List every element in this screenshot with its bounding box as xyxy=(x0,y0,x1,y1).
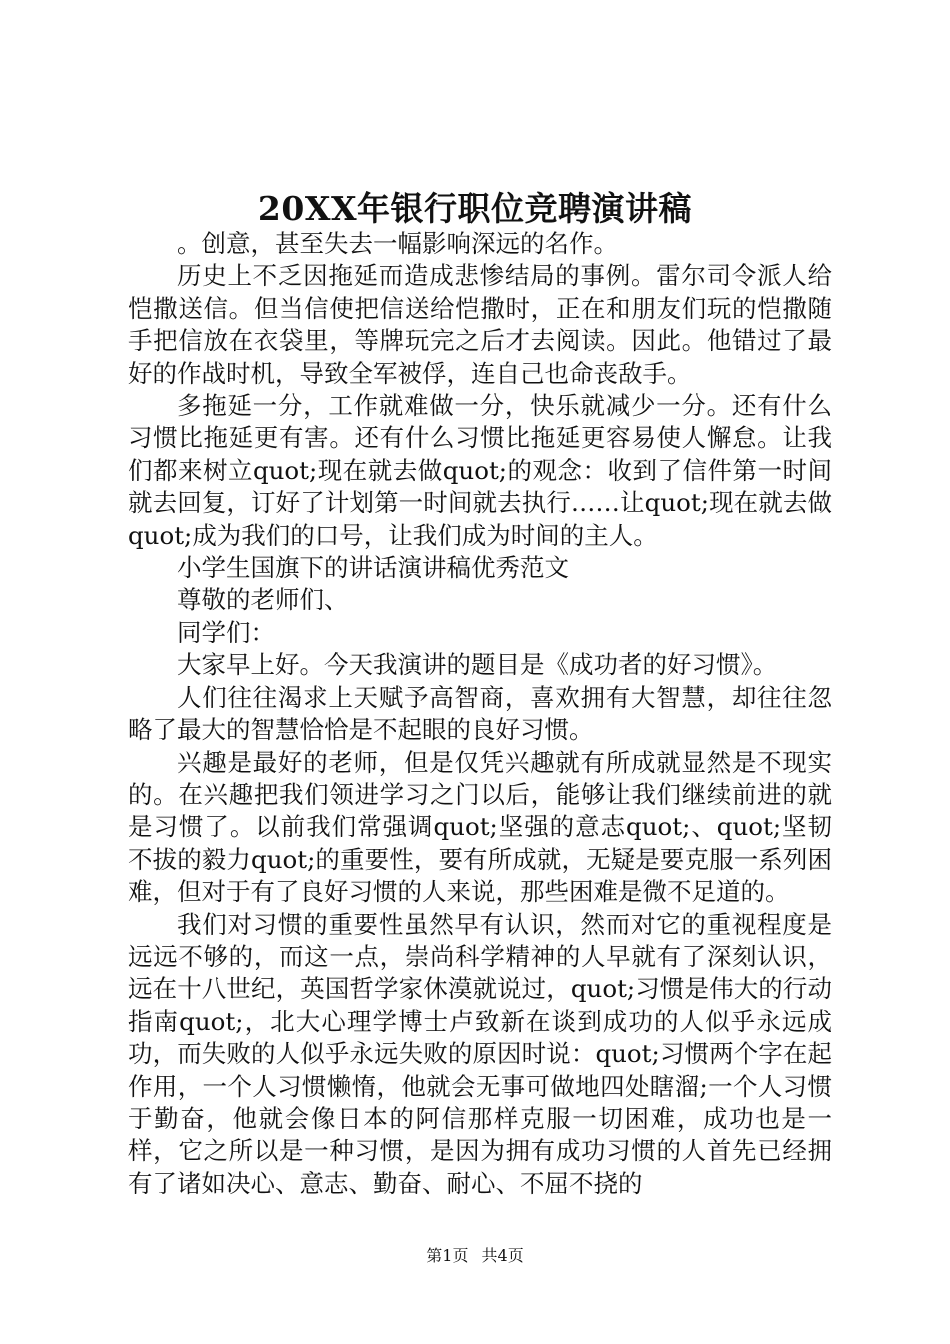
paragraph: 大家早上好。今天我演讲的题目是《成功者的好习惯》。 xyxy=(177,650,778,680)
paragraph: 尊敬的老师们、 xyxy=(177,585,349,615)
page-title: 20XX年银行职位竞聘演讲稿 xyxy=(257,189,693,228)
page-number: 第1页 xyxy=(426,1246,469,1265)
paragraph: 多拖延一分，工作就难做一分，快乐就减少一分。还有什么习惯比拖延更有害。还有什么习惯比拖延更容易使人懈怠。让我们都来树立quot;现在就去做quot;的观念：收到了信件第一时间就去回复，订好了计划第一时间就去执行……让quot;现在就去做quot;成为我们的口号，让我们成为时间的主人。 xyxy=(128,391,832,550)
paragraph: 历史上不乏因拖延而造成悲惨结局的事例。雷尔司令派人给恺撒送信。但当信使把信送给恺撒时，正在和朋友们玩的恺撒随手把信放在衣袋里，等牌玩完之后才去阅读。因此。他错过了最好的作战时机，导致全军被俘，连自己也命丧敌手。 xyxy=(128,261,832,388)
paragraph: 。创意，甚至失去一幅影响深远的名作。 xyxy=(177,229,618,258)
paragraph: 人们往往渴求上天赋予高智商，喜欢拥有大智慧，却往往忽略了最大的智慧恰恰是不起眼的良好习惯。 xyxy=(128,682,832,745)
paragraph: 同学们： xyxy=(177,617,275,647)
paragraph: 我们对习惯的重要性虽然早有认识，然而对它的重视程度是远远不够的，而这一点，崇尚科学精神的人早就有了深刻认识，远在十八世纪，英国哲学家休漠就说过，quot;习惯是伟大的行动指南quot;，北大心理学博士卢致新在谈到成功的人似乎永远成功，而失败的人似乎永远失败的原因时说：quot;习惯两个字在起作用，一个人习惯懒惰，他就会无事可做地四处瞎溜;一个人习惯于勤奋，他就会像日本的阿信那样克服一切困难，成功也是一样，它之所以是一种习惯，是因为拥有成功习惯的人首先已经拥有了诸如决心、意志、勤奋、耐心、不屈不挠的 xyxy=(128,909,832,1198)
paragraph: 小学生国旗下的讲话演讲稿优秀范文 xyxy=(177,553,569,583)
paragraph: 兴趣是最好的老师，但是仅凭兴趣就有所成就显然是不现实的。在兴趣把我们领进学习之门以后，能够让我们继续前进的就是习惯了。以前我们常强调quot;坚强的意志quot;、quot;坚韧不拔的毅力quot;的重要性，要有所成就，无疑是要克服一系列困难，但对于有了良好习惯的人来说，那些困难是微不足道的。 xyxy=(128,747,832,907)
page-total: 共4页 xyxy=(481,1246,524,1265)
document-body xyxy=(128,228,832,1200)
page-footer xyxy=(0,1246,950,1266)
